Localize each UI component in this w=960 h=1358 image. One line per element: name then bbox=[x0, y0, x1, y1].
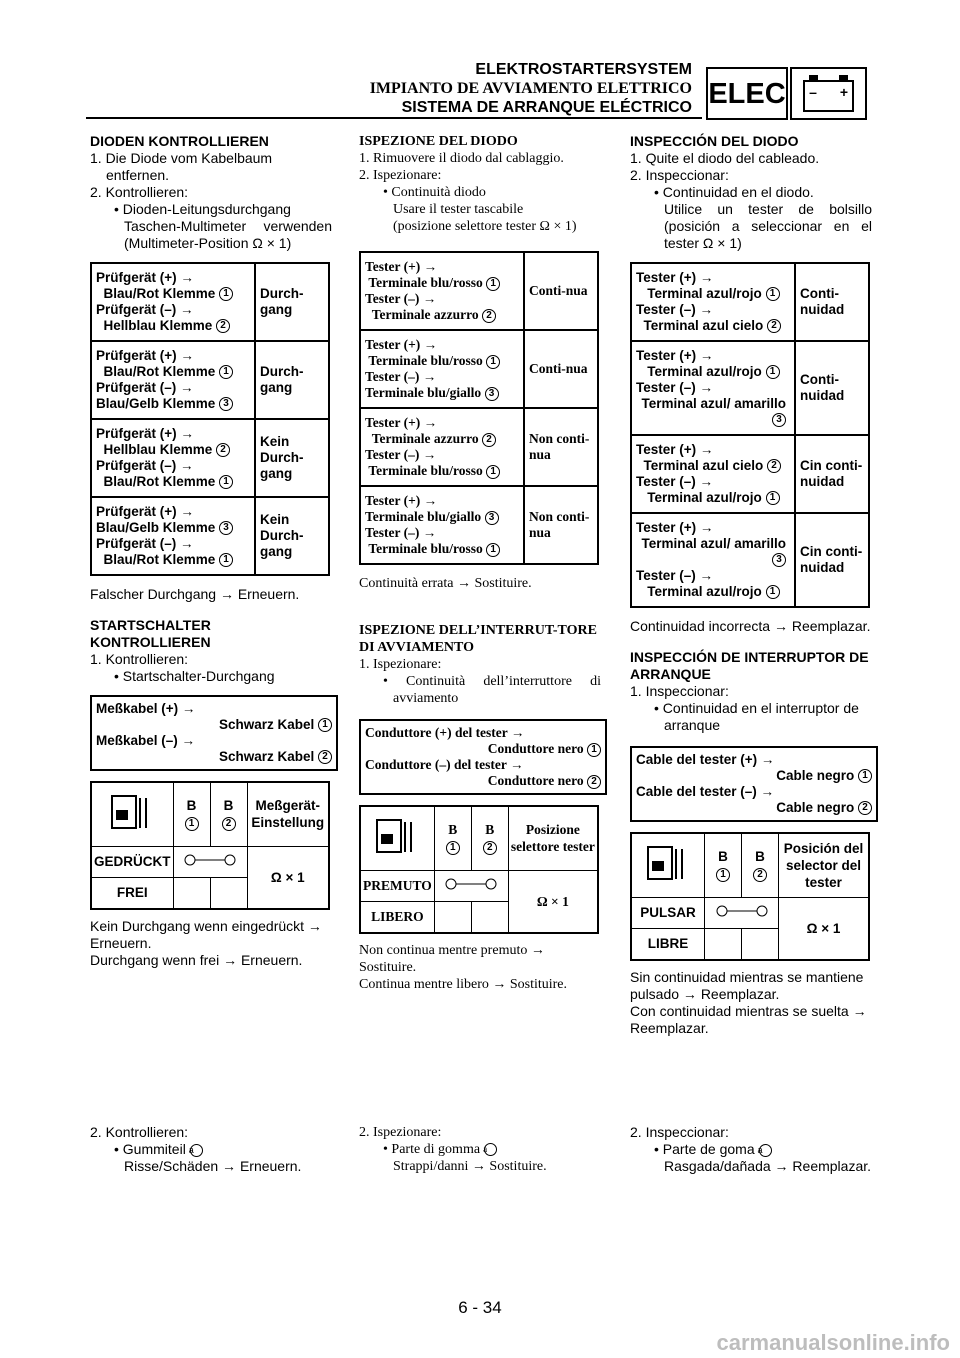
column-italian bbox=[359, 133, 601, 993]
german-step-2: 2. Kontrollieren: • Gummiteil a Risse/Schäden → Erneuern. bbox=[90, 1124, 302, 1174]
step-2: 2. Inspeccionar: bbox=[630, 167, 729, 183]
table-row: Tester (+) → Terminale azzurro 2 Tester (–) → Terminale blu/rosso 1 Non conti-nua bbox=[360, 408, 598, 486]
title-italian: IMPIANTO DE AVVIAMENTO ELETTRICO bbox=[369, 80, 692, 97]
table-row: Tester (+) → Terminal azul/ amarillo 3 Tester (–) → Terminal azul/rojo 1 Cin conti-nuidad bbox=[631, 513, 869, 607]
bullet-detail-2: (posizione selettore tester Ω × 1) bbox=[393, 219, 577, 234]
continuity-link-icon bbox=[714, 905, 770, 917]
lead-box: Meßkabel (+) → Schwarz Kabel 1 Meßkabel (–) → Schwarz Kabel 2 bbox=[90, 695, 338, 771]
multimeter-icon bbox=[110, 792, 154, 832]
bullet-continuity: • Continuità diodo bbox=[383, 185, 486, 200]
title-german: ELEKTROSTARTERSYSTEM bbox=[475, 61, 692, 78]
step-1: 1. Ispezionare: bbox=[359, 657, 442, 672]
note-pressed: Sin continuidad mientras se mantiene pulsado → Reemplazar. bbox=[630, 968, 864, 1002]
battery-icon-box bbox=[790, 67, 867, 120]
bullet-detail: Utilice un tester de bolsillo (posición a seleccionar en el tester Ω × 1) bbox=[664, 201, 872, 251]
table-row: Tester (+) → Terminale blu/giallo 3 Tester (–) → Terminale blu/rosso 1 Non conti-nua bbox=[360, 486, 598, 564]
table-note: Falscher Durchgang → Erneuern. bbox=[90, 586, 300, 602]
step-1: 1. Inspeccionar: bbox=[630, 683, 729, 699]
table-row: Prüfgerät (+) → Blau/Rot Klemme 1 Prüfgerät (–) → Hellblau Klemme 2 Durch-gang bbox=[91, 263, 329, 341]
note-pressed: Kein Durchgang wenn eingedrückt → Erneuern. bbox=[90, 917, 322, 951]
continuity-link-icon bbox=[443, 878, 499, 890]
lead-box: Conduttore (+) del tester → Conduttore nero 1 Conduttore (–) del tester → Conduttore nero 2 bbox=[359, 719, 607, 795]
table-row: Prüfgerät (+) → Blau/Gelb Klemme 3 Prüfgerät (–) → Blau/Rot Klemme 1 Kein Durch-gang bbox=[91, 497, 329, 575]
lead-box: Cable del tester (+) → Cable negro 1 Cable del tester (–) → Cable negro 2 bbox=[630, 746, 878, 822]
page-number: 6 - 34 bbox=[458, 1298, 502, 1317]
column-spanish bbox=[630, 133, 872, 1037]
note-released: Continua mentre libero → Sostituire. bbox=[359, 976, 568, 992]
table-row: Tester (+) → Terminale blu/rosso 1 Tester (–) → Terminale blu/giallo 3 Conti-nua bbox=[360, 330, 598, 408]
step-1: 1. Die Diode vom Kabelbaum entfernen. bbox=[90, 150, 273, 183]
bullet-continuity: • Dioden-Leitungsdurchgang bbox=[114, 201, 291, 217]
table-row: Tester (+) → Terminal azul/rojo 1 Tester (–) → Terminal azul/ amarillo 3 Conti-nuidad bbox=[631, 341, 869, 435]
heading-diode-check: INSPECCIÓN DEL DIODO bbox=[630, 133, 799, 149]
table-row: Tester (+) → Terminal azul/rojo 1 Tester (–) → Terminal azul cielo 2 Conti-nuidad bbox=[631, 263, 869, 341]
bullet-detail: Taschen-Multimeter verwenden (Multimeter-Position Ω × 1) bbox=[124, 218, 332, 251]
step-1: 1. Quite el diodo del cableado. bbox=[630, 150, 820, 166]
diode-table bbox=[359, 251, 599, 565]
battery-minus: – bbox=[809, 84, 817, 100]
bullet-switch: • Startschalter-Durchgang bbox=[114, 668, 275, 684]
note-released: Durchgang wenn frei → Erneuern. bbox=[90, 951, 303, 968]
diode-table bbox=[90, 262, 330, 576]
header-titles bbox=[370, 60, 692, 117]
section-code-box: ELEC bbox=[706, 67, 788, 120]
bullet-switch: • Continuità dell’interruttore di avviamento bbox=[383, 674, 601, 706]
step-2: 2. Kontrollieren: bbox=[90, 184, 189, 200]
switch-table: B 1 B 2 Posizione selettore tester PREMUTO Ω × 1 LIBERO bbox=[359, 805, 599, 934]
heading-diode-check: DIODEN KONTROLLIEREN bbox=[90, 133, 269, 149]
title-spanish: SISTEMA DE ARRANQUE ELÉCTRICO bbox=[401, 99, 692, 116]
heading-switch-check: INSPECCIÓN DE INTERRUPTOR DE ARRANQUE bbox=[630, 649, 869, 682]
heading-switch-check: STARTSCHALTER KONTROLLIEREN bbox=[90, 617, 211, 650]
spanish-step-2: 2. Inspeccionar: • Parte de goma a Rasgada/dañada → Reemplazar. bbox=[630, 1124, 872, 1174]
table-row: Prüfgerät (+) → Hellblau Klemme 2 Prüfgerät (–) → Blau/Rot Klemme 1 Kein Durch-gang bbox=[91, 419, 329, 497]
heading-switch-check: ISPEZIONE DELL’INTERRUT-TORE DI AVVIAMENTO bbox=[359, 623, 597, 655]
watermark: carmanualsonline.info bbox=[716, 1330, 950, 1355]
table-row: Tester (+) → Terminale blu/rosso 1 Tester (–) → Terminale azzurro 2 Conti-nua bbox=[360, 252, 598, 330]
table-note: Continuidad incorrecta → Reemplazar. bbox=[630, 618, 871, 634]
note-pressed: Non continua mentre premuto → Sostituire. bbox=[359, 942, 545, 975]
heading-diode-check: ISPEZIONE DEL DIODO bbox=[359, 134, 518, 149]
step-1: 1. Rimuovere il diodo dal cablaggio. bbox=[359, 151, 564, 166]
italian-step-2: 2. Ispezionare: • Parte di gomma a Strappi/danni → Sostituire. bbox=[359, 1125, 547, 1174]
table-row: Tester (+) → Terminal azul cielo 2 Tester (–) → Terminal azul/rojo 1 Cin conti-nuidad bbox=[631, 435, 869, 513]
continuity-link-icon bbox=[182, 854, 238, 866]
battery-icon bbox=[792, 69, 865, 118]
column-german bbox=[90, 133, 332, 969]
diode-table bbox=[630, 262, 870, 608]
note-released: Con continuidad mientras se suelta → Reemplazar. bbox=[630, 1002, 867, 1036]
battery-plus: + bbox=[839, 84, 849, 100]
multimeter-icon bbox=[646, 843, 690, 883]
bullet-switch: • Continuidad en el interruptor de arranque bbox=[654, 700, 859, 733]
header-rule bbox=[86, 117, 702, 119]
step-2: 2. Ispezionare: bbox=[359, 168, 442, 183]
bullet-continuity: • Continuidad en el diodo. bbox=[654, 184, 814, 200]
table-note: Continuità errata → Sostituire. bbox=[359, 576, 532, 591]
multimeter-icon bbox=[375, 816, 419, 856]
table-row: Prüfgerät (+) → Blau/Rot Klemme 1 Prüfgerät (–) → Blau/Gelb Klemme 3 Durch-gang bbox=[91, 341, 329, 419]
switch-table: B 1 B 2 Posición del selector del tester PULSAR Ω × 1 LIBRE bbox=[630, 832, 870, 961]
step-1: 1. Kontrollieren: bbox=[90, 651, 189, 667]
bullet-detail: Usare il tester tascabile bbox=[393, 202, 524, 217]
switch-table: B 1 B 2 Meßgerät-Einstellung GEDRÜCKT Ω × 1 FREI bbox=[90, 781, 330, 910]
